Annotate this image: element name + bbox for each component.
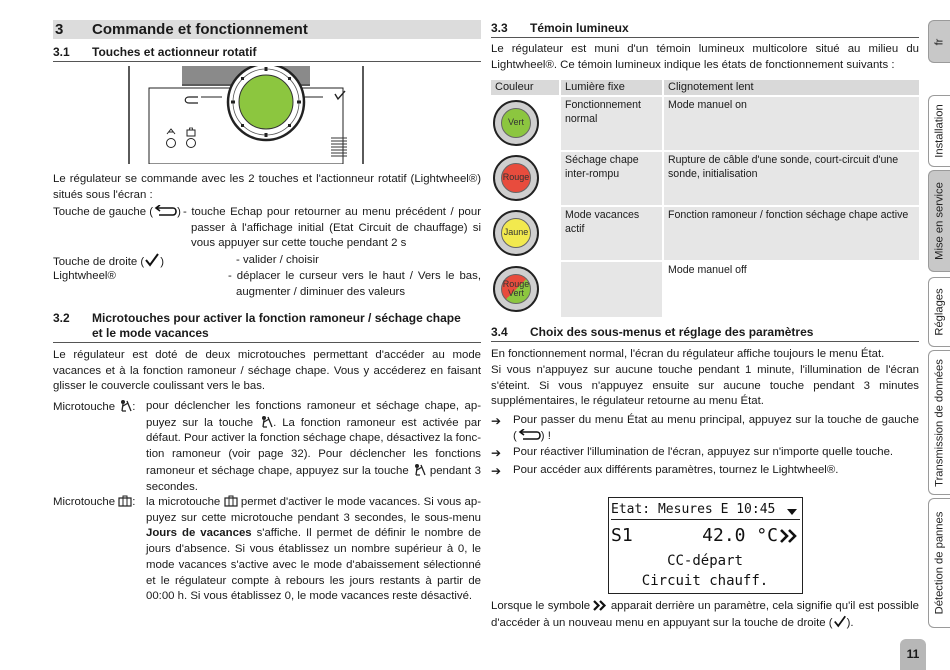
lcd-display — [608, 497, 803, 594]
back-arrow-icon — [153, 205, 177, 217]
key-desc: - valider / choisir — [236, 254, 319, 266]
key-desc: - touche Echap pour retourner au menu précédent / pour passer à l'affichage initial (Etat Circuit de chauffage) si vous appuyer sur cette touche pendant 2 s — [183, 206, 481, 250]
intro-3-3: Le régulateur est muni d'un témoin lumineux multicolore situé au milieu du Lightwheel®. Ce témoin lumineux indique les états de fonctionnement suivants : — [491, 43, 919, 71]
microkey-vacation-desc — [146, 495, 481, 605]
desc-line: la microtouche permet d'activer le mode vacances. Si vous ap- — [146, 496, 481, 508]
microkey-sweep-desc — [146, 399, 481, 495]
desc-line: défaut. Pour activer la fonction séchage chape, désactivez la fonc- — [146, 432, 481, 445]
lamp-yellow — [493, 210, 539, 256]
lamp-color-label: Vert — [501, 108, 531, 138]
double-chevron-icon — [780, 529, 798, 543]
controller-device-drawing — [127, 66, 365, 164]
heading-rule — [53, 61, 481, 62]
table-row — [491, 152, 559, 205]
section-number: 3 — [55, 21, 64, 38]
section-number: 3.3 — [491, 21, 508, 35]
lamp-red — [493, 155, 539, 201]
lamp-color-label: Rouge — [501, 163, 531, 193]
lcd-line-1 — [611, 500, 800, 520]
desc-line: pour déclencher les fonctions ramoneur et séchage chape, ap- — [146, 400, 481, 412]
section-title: Commande et fonctionnement — [92, 21, 308, 38]
arrow-right-icon: ➔ — [491, 464, 502, 478]
section-title: Touches et actionneur rotatif — [92, 45, 257, 59]
table-cell: Mode vacances actif — [561, 207, 662, 260]
arrow-right-icon: ➔ — [491, 446, 502, 460]
table-cell: Fonctionnement normal — [561, 97, 662, 150]
lcd-sensor-value: 42.0 °C — [702, 525, 778, 546]
heading-rule — [491, 341, 919, 342]
table-cell: Séchage chape inter-rompu — [561, 152, 662, 205]
chimney-sweep-icon — [259, 415, 273, 428]
desc-line: puyez sur cette microtouche pendant 3 secondes, le sous-menu — [146, 511, 481, 524]
triangle-down-icon — [787, 509, 797, 515]
para-3-4-b: Si vous n'appuyez sur aucune touche pendant 1 minute, l'illumination de l'écran s'éteint. Si vous n'appuyez ensuite sur aucune touche pendant 3 minutes supplémentaires, le régulateur retourne au menu État. — [491, 364, 919, 408]
table-cell: Mode manuel on — [664, 97, 919, 150]
lcd-status-line: Etat: Mesures E 10:45 — [611, 502, 776, 517]
suitcase-icon — [224, 495, 238, 507]
table-header: Couleur — [491, 80, 559, 95]
controller-device-illustration — [127, 66, 365, 164]
section-title-line1: Microtouches pour activer la fonction ramoneur / séchage chape — [92, 311, 461, 325]
tab-installation[interactable]: Installation — [928, 95, 950, 167]
table-row — [491, 262, 559, 317]
table-cell — [561, 262, 662, 317]
lcd-line-3: CC-départ — [667, 553, 743, 569]
key-term: Touche de gauche ( ) — [53, 206, 181, 218]
table-header: Clignotement lent — [664, 80, 919, 95]
lcd-line-4: Circuit chauff. — [641, 573, 769, 589]
suitcase-icon — [118, 495, 132, 507]
lamp-color-label: Rouge Vert — [501, 274, 531, 304]
table-row — [491, 97, 559, 150]
chimney-sweep-icon — [118, 399, 132, 412]
para-3-4-footer: Lorsque le symbole apparait derrière un paramètre, cela signifie qu'il est possible d'accéder à un nouveau menu en appuyant sur la touche de droite ( ). — [491, 600, 919, 629]
section-number: 3.1 — [53, 45, 70, 59]
key-term: Lightwheel® — [53, 270, 116, 282]
desc-line: ramoneur et séchage chape, appuyez sur la touche pendant 3 — [146, 464, 481, 477]
lamp-red-green — [493, 266, 539, 312]
intro-3-1: Le régulateur se commande avec les 2 touches et l'actionneur rotatif (Lightwheel®) situés sous l'écran : — [53, 173, 481, 201]
desc-line: secondes. — [146, 480, 198, 493]
section-3-heading — [53, 20, 481, 39]
desc-line: puyez sur la touche . La fonction ramoneur est activée par — [146, 416, 481, 429]
bullet-text: Pour accéder aux différents paramètres, tournez le Lightwheel®. — [513, 464, 839, 476]
back-arrow-icon — [517, 429, 541, 441]
table-cell: Mode manuel off — [664, 262, 919, 317]
section-title: Choix des sous-menus et réglage des paramètres — [530, 325, 814, 339]
table-row — [491, 207, 559, 260]
section-number: 3.2 — [53, 311, 70, 325]
double-chevron-icon — [593, 600, 607, 611]
desc-line: tion ramoneur (voir page 32). Pour déclencher les fonctions — [146, 448, 481, 461]
key-term: Touche de droite ( ) — [53, 253, 164, 271]
tab-detection-de-pannes[interactable]: Détection de pannes — [928, 498, 950, 628]
check-icon — [144, 253, 160, 267]
submenu-name: Jours de vacances — [146, 527, 252, 540]
bullet-text: Pour réactiver l'illumination de l'écran, appuyez sur n'importe quelle touche. — [513, 446, 894, 458]
lamp-green — [493, 100, 539, 146]
table-cell: Fonction ramoneur / fonction séchage chape active — [664, 207, 919, 260]
tab-fr[interactable]: fr — [928, 20, 950, 63]
arrow-right-icon: ➔ — [491, 414, 502, 428]
tab-reglages[interactable]: Réglages — [928, 277, 950, 347]
para-3-4-a: En fonctionnement normal, l'écran du régulateur affiche toujours le menu État. — [491, 348, 885, 360]
lamp-color-label: Jaune — [501, 218, 531, 248]
heading-rule — [53, 342, 481, 343]
table-cell: Rupture de câble d'une sonde, court-circuit d'une sonde, initialisation — [664, 152, 919, 205]
table-header: Lumière fixe — [561, 80, 662, 95]
lcd-line-2 — [611, 522, 800, 550]
section-title: Témoin lumineux — [530, 21, 629, 35]
key-desc: - déplacer le curseur vers le haut / Vers le bas, augmenter / diminuer des valeurs — [228, 270, 481, 298]
tab-transmission-de-donnees[interactable]: Transmission de données — [928, 350, 950, 495]
section-number: 3.4 — [491, 325, 508, 339]
check-icon — [833, 615, 847, 628]
heading-rule — [491, 37, 919, 38]
tab-mise-en-service[interactable]: Mise en service — [928, 170, 950, 272]
desc-rest: jours d'absence. Si vous établissez un nombre supérieur à 0, le mode vacances s'active avec le mode d'abaissement sélectionné et le régulateur compte à rebours les jours restants à partir de 00:00 h. Si vous établissez 0, le mode vacances reste désactivé. — [146, 543, 481, 603]
chimney-sweep-icon — [412, 463, 426, 476]
intro-3-2: Le régulateur est doté de deux microtouches permettant d'accéder au mode vacances et à la fonction ramoneur / séchage chape. Vous y accéderez en faisant glisser le couvercle coulissant vers le bas. — [53, 349, 481, 393]
lcd-sensor-label: S1 — [611, 525, 633, 546]
bullet-text: Pour passer du menu État au menu principal, appuyez sur la touche de gauche ( ) ! — [513, 414, 919, 442]
section-title-line2: et le mode vacances — [92, 326, 209, 340]
microkey-term: Microtouche : — [53, 496, 136, 508]
microkey-term: Microtouche : — [53, 401, 136, 413]
page-number: 11 — [900, 639, 926, 670]
desc-line: Jours de vacances s'affiche. Il permet de définir le nombre de — [146, 527, 481, 540]
